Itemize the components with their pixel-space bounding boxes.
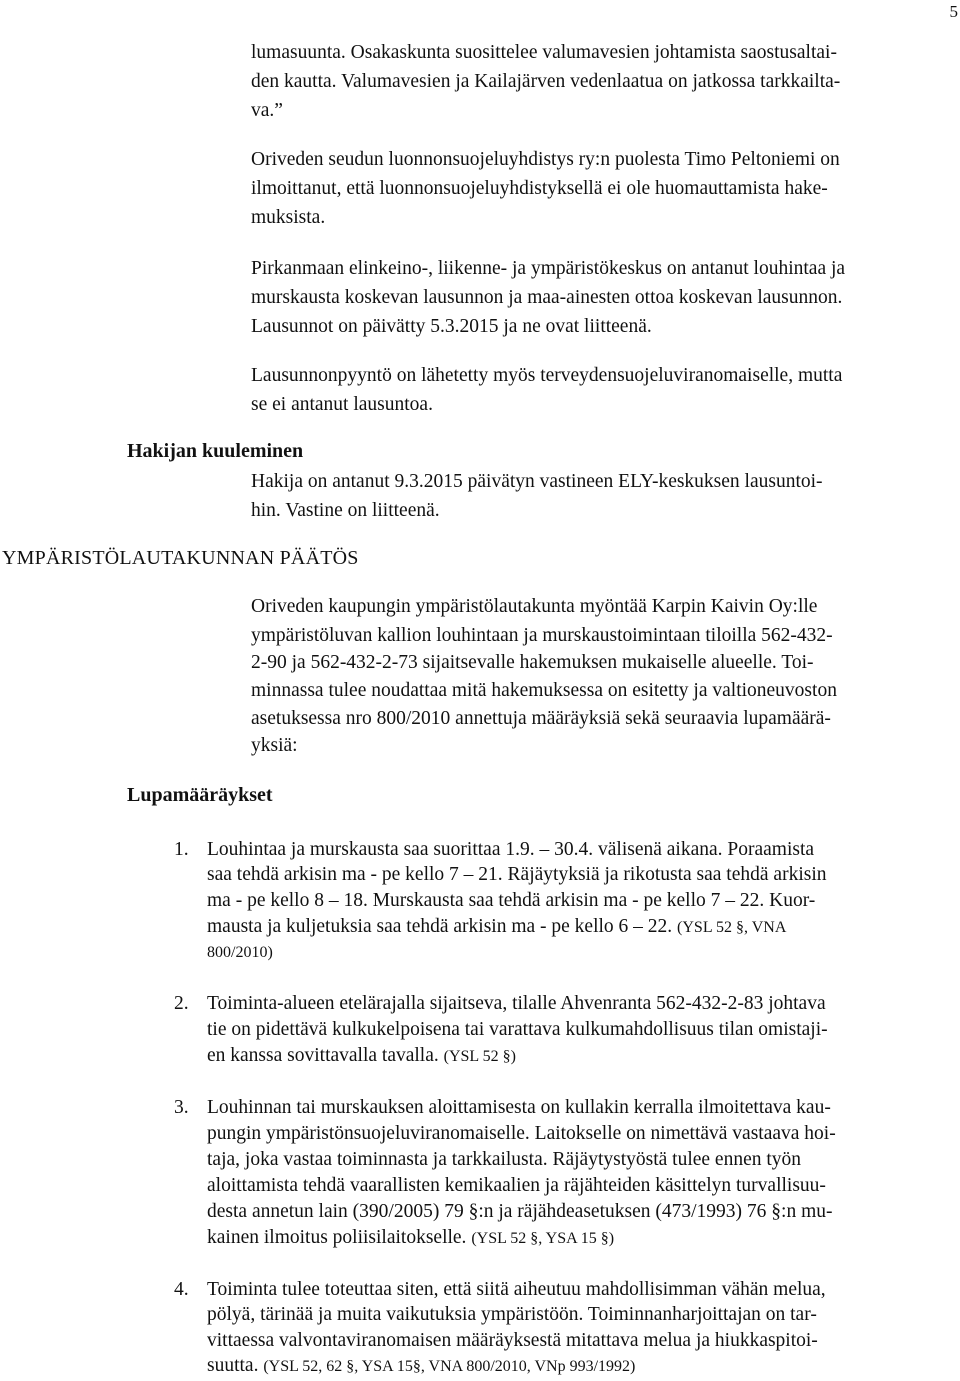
text-line: 2-90 ja 562-432-2-73 sijaitsevalle hakemuksen mukaiselle alueelle. Toi- bbox=[251, 652, 814, 673]
item-text: suutta. bbox=[207, 1355, 259, 1376]
text-line: Toiminta tulee toteuttaa siten, että siitä aiheutuu mahdollisimman vähän melua, bbox=[207, 1279, 826, 1300]
text-line bbox=[207, 1351, 635, 1381]
section-heading-lupamaaraykset: Lupamääräykset bbox=[127, 784, 273, 806]
text-line: ma - pe kello 8 – 18. Murskausta saa tehdä arkisin ma - pe kello 7 – 22. Kuor- bbox=[207, 890, 816, 911]
text-line: Hakija on antanut 9.3.2015 päivätyn vastineen ELY-keskuksen lausuntoi- bbox=[251, 471, 823, 492]
text-line: Toiminta-alueen etelärajalla sijaitseva, tilalle Ahvenranta 562-432-2-83 johtava bbox=[207, 993, 826, 1014]
text-line: se ei antanut lausuntoa. bbox=[251, 394, 433, 415]
text-line: muksista. bbox=[251, 207, 326, 228]
list-item-number: 1. bbox=[174, 839, 189, 860]
legal-reference: (YSL 52 §, YSA 15 §) bbox=[471, 1230, 615, 1247]
text-line: lumasuunta. Osakaskunta suosittelee valumavesien johtamista saostusaltai- bbox=[251, 42, 837, 63]
section-heading-hakijan-kuuleminen: Hakijan kuuleminen bbox=[127, 440, 304, 462]
list-item-number: 3. bbox=[174, 1097, 189, 1118]
legal-reference: (YSL 52 §, VNA bbox=[677, 919, 787, 936]
text-line: pölyä, tärinää ja muita vaikutuksia ympäristöön. Toiminnanharjoittajan on tar- bbox=[207, 1304, 817, 1325]
text-line: Lausunnot on päivätty 5.3.2015 ja ne ovat liitteenä. bbox=[251, 316, 652, 337]
text-line: hin. Vastine on liitteenä. bbox=[251, 500, 440, 521]
item-text: mausta ja kuljetuksia saa tehdä arkisin ma - pe kello 6 – 22. bbox=[207, 916, 673, 937]
text-line: Louhinnan tai murskauksen aloittamisesta on kullakin kerralla ilmoitettava kau- bbox=[207, 1097, 831, 1118]
list-item-number: 2. bbox=[174, 993, 189, 1014]
text-line: Louhintaa ja murskausta saa suorittaa 1.9. – 30.4. välisenä aikana. Poraamista bbox=[207, 839, 815, 860]
section-heading-decision: YMPÄRISTÖLAUTAKUNNAN PÄÄTÖS bbox=[2, 547, 359, 569]
text-line: taja, joka vastaa toiminnasta ja tarkkailusta. Räjäytystyöstä tulee ennen työn bbox=[207, 1149, 802, 1170]
legal-reference: (YSL 52, 62 §, YSA 15§, VNA 800/2010, VNp 993/1992) bbox=[263, 1358, 636, 1375]
text-line: ilmoittanut, että luonnonsuojeluyhdistyksellä ei ole huomauttamista hake- bbox=[251, 178, 828, 199]
list-item-number: 4. bbox=[174, 1279, 189, 1300]
text-line: ympäristöluvan kallion louhintaan ja murskaustoimintaan tiloilla 562-432- bbox=[251, 625, 833, 646]
text-line: Oriveden seudun luonnonsuojeluyhdistys ry:n puolesta Timo Peltoniemi on bbox=[251, 149, 840, 170]
text-line: Pirkanmaan elinkeino-, liikenne- ja ympäristökeskus on antanut louhintaa ja bbox=[251, 258, 846, 279]
text-line bbox=[207, 912, 786, 942]
text-line: vittaessa valvontaviranomaisen määräyksestä mitattava melua ja hiukkaspitoi- bbox=[207, 1330, 818, 1351]
item-text: kainen ilmoitus poliisilaitokselle. bbox=[207, 1227, 467, 1248]
item-text: en kanssa sovittavalla tavalla. bbox=[207, 1045, 439, 1066]
text-line: aloittamista tehdä vaarallisten kemikaalien ja räjähteiden käsittelyn turvallisuu- bbox=[207, 1175, 826, 1196]
text-line: Oriveden kaupungin ympäristölautakunta myöntää Karpin Kaivin Oy:lle bbox=[251, 596, 818, 617]
text-line: murskausta koskevan lausunnon ja maa-ainesten ottoa koskevan lausunnon. bbox=[251, 287, 843, 308]
page-number: 5 bbox=[949, 2, 958, 21]
text-line bbox=[207, 1041, 516, 1071]
legal-reference: (YSL 52 §) bbox=[443, 1048, 516, 1065]
text-line: va.” bbox=[251, 100, 283, 121]
text-line: saa tehdä arkisin ma - pe kello 7 – 21. Räjäytyksiä ja rikotusta saa tehdä arkisin bbox=[207, 864, 827, 885]
text-line: den kautta. Valumavesien ja Kailajärven vedenlaatua on jatkossa tarkkailta- bbox=[251, 71, 841, 92]
text-line: minnassa tulee noudattaa mitä hakemuksessa on esitetty ja valtioneuvoston bbox=[251, 680, 837, 701]
text-line: tie on pidettävä kulkukelpoisena tai varattava kulkumahdollisuus tilan omistaji- bbox=[207, 1019, 828, 1040]
text-line: pungin ympäristönsuojeluviranomaiselle. Laitokselle on nimettävä vastaava hoi- bbox=[207, 1123, 836, 1144]
text-line: desta annetun lain (390/2005) 79 §:n ja räjähdeasetuksen (473/1993) 76 §:n mu- bbox=[207, 1201, 833, 1222]
text-line: asetuksessa nro 800/2010 annettuja määräyksiä sekä seuraavia lupamäärä- bbox=[251, 708, 831, 729]
text-line: Lausunnonpyyntö on lähetetty myös terveydensuojeluviranomaiselle, mutta bbox=[251, 365, 843, 386]
text-line bbox=[207, 1223, 614, 1253]
legal-reference: 800/2010) bbox=[207, 944, 273, 961]
text-line: yksiä: bbox=[251, 735, 298, 756]
